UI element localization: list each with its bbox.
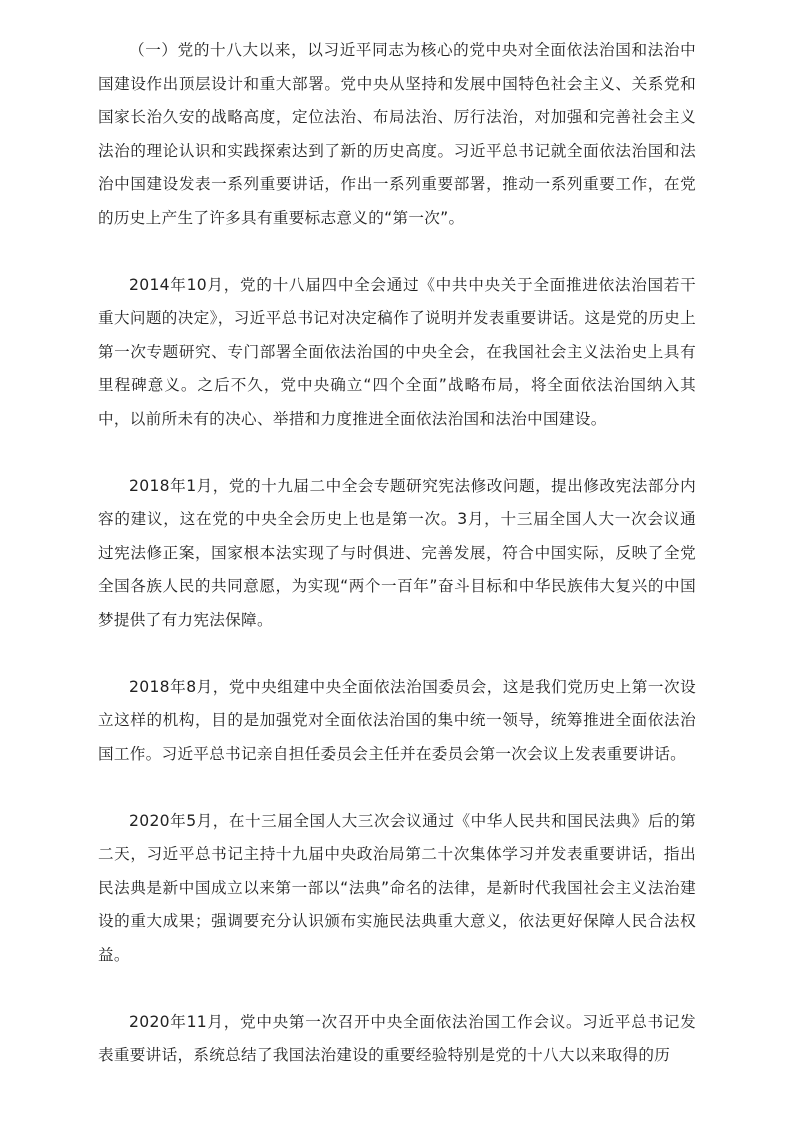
paragraph-2018-01: 2018年1月，党的十九届二中全会专题研究宪法修改问题，提出修改宪法部分内容的建议，这在党的中央全会历史上也是第一次。3月，十三届全国人大一次会议通过宪法修正案，国家根本法实现了与时俱进、完善发展，符合中国实际，反映了全党全国各族人民的共同意愿，为实现“两个一百年”奋斗目标和中华民族伟大复兴的中国梦提供了有力宪法保障。 (98, 476, 696, 629)
paragraph-intro: （一）党的十八大以来，以习近平同志为核心的党中央对全面依法治国和法治中国建设作出顶层设计和重大部署。党中央从坚持和发展中国特色社会主义、关系党和国家长治久安的战略高度，定位法治、布局法治、厉行法治，对加强和完善社会主义法治的理论认识和实践探索达到了新的历史高度。习近平总书记就全面依法治国和法治中国建设发表一系列重要讲话，作出一系列重要部署，推动一系列重要工作，在党的历史上产生了许多具有重要标志意义的“第一次”。 (98, 41, 696, 227)
paragraph-2014-10: 2014年10月，党的十八届四中全会通过《中共中央关于全面推进依法治国若干重大问题的决定》，习近平总书记对决定稿作了说明并发表重要讲话。这是党的历史上第一次专题研究、专门部署全面依法治国的中央全会，在我国社会主义法治史上具有里程碑意义。之后不久，党中央确立“四个全面”战略布局，将全面依法治国纳入其中，以前所未有的决心、举措和力度推进全面依法治国和法治中国建设。 (98, 275, 696, 428)
paragraph-2018-08: 2018年8月，党中央组建中央全面依法治国委员会，这是我们党历史上第一次设立这样的机构，目的是加强党对全面依法治国的集中统一领导，统筹推进全面依法治国工作。习近平总书记亲自担任委员会主任并在委员会第一次会议上发表重要讲话。 (98, 677, 696, 763)
paragraph-2020-11: 2020年11月，党中央第一次召开中央全面依法治国工作会议。习近平总书记发表重要讲话，系统总结了我国法治建设的重要经验特别是党的十八大以来取得的历 (98, 1012, 696, 1064)
paragraph-2020-05: 2020年5月，在十三届全国人大三次会议通过《中华人民共和国民法典》后的第二天，习近平总书记主持十九届中央政治局第二十次集体学习并发表重要讲话，指出民法典是新中国成立以来第一部以“法典”命名的法律，是新时代我国社会主义法治建设的重大成果；强调要充分认识颁布实施民法典重大意义，依法更好保障人民合法权益。 (98, 811, 696, 964)
document-page (98, 34, 696, 1106)
